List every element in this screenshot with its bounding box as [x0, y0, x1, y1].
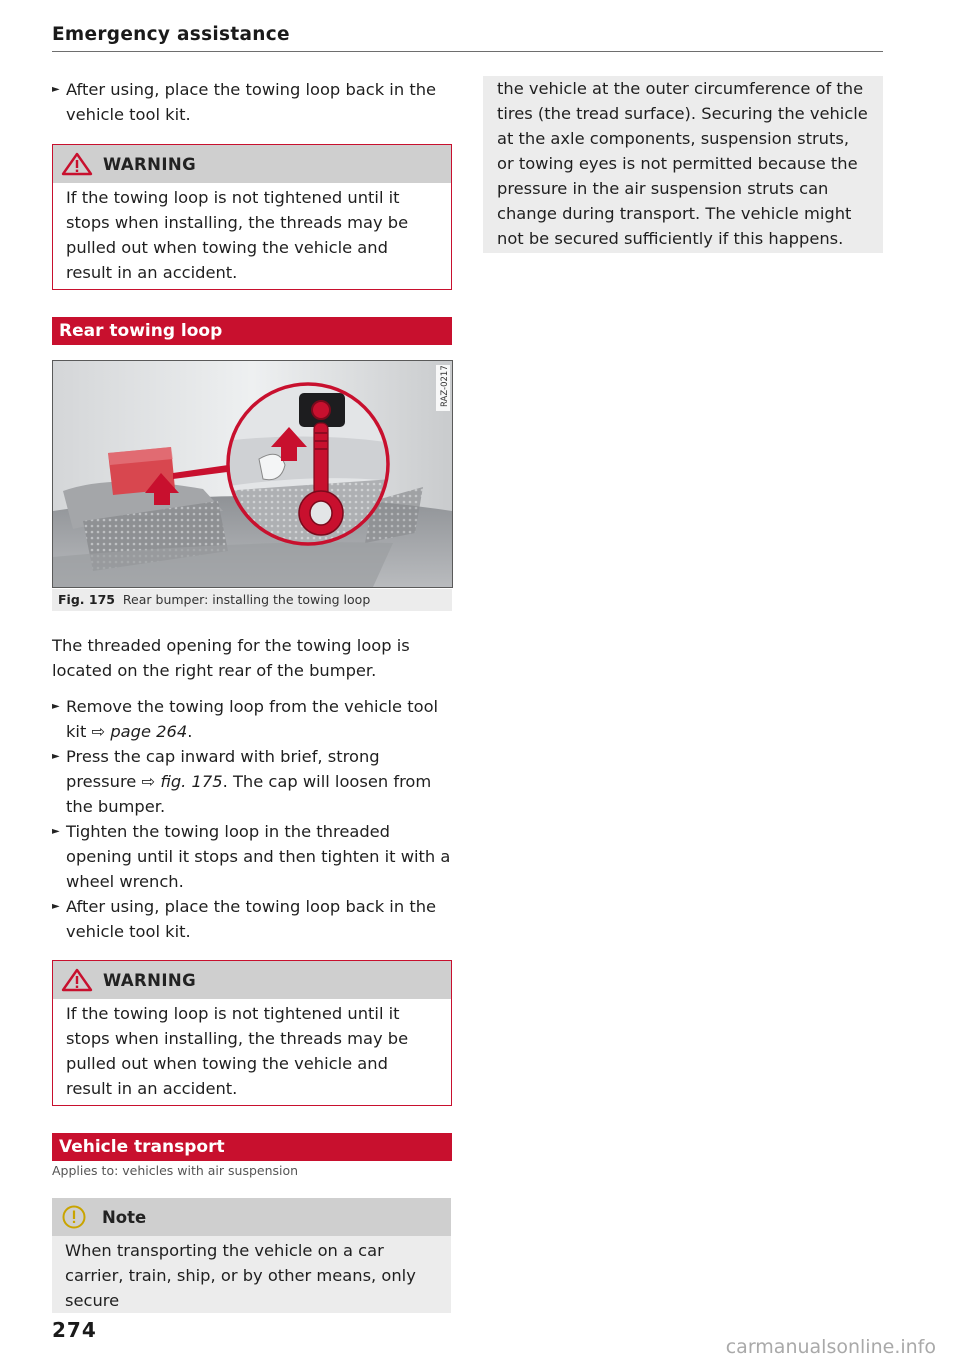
figure-reference-link[interactable]: ⇨ fig. 175	[141, 772, 223, 791]
warning-triangle-icon	[61, 968, 93, 992]
note-box	[52, 1198, 451, 1313]
step-text: After using, place the towing loop back in the vehicle tool kit.	[66, 897, 437, 941]
bullet-arrow-icon: ►	[52, 701, 60, 712]
step-item	[52, 694, 452, 744]
step-text: Remove the towing loop from the vehicle tool kit	[66, 697, 439, 741]
exclamation-circle-icon	[58, 1204, 102, 1230]
step-text-end: . The cap will loosen from the bumper.	[66, 772, 432, 816]
bullet-arrow-icon: ►	[52, 826, 60, 837]
bullet-arrow-icon: ►	[52, 901, 60, 912]
figure-rear-bumper	[52, 360, 453, 588]
note-label: Note	[102, 1207, 147, 1227]
top-bullet	[52, 77, 456, 127]
watermark-text: carmanualsonline.info	[725, 1336, 936, 1358]
warning-box-header	[53, 961, 451, 999]
step-item	[52, 894, 452, 944]
figure-caption-text: Rear bumper: installing the towing loop	[122, 592, 371, 607]
warning-label: WARNING	[103, 154, 197, 174]
warning-body: If the towing loop is not tightened until it stops when installing, the threads may be pulled out when towing the vehicle and result in an accident.	[66, 188, 409, 282]
warning-triangle-icon	[61, 152, 93, 176]
step-text-end: .	[187, 722, 193, 741]
warning-box-1	[52, 144, 452, 290]
step-item	[52, 819, 452, 894]
warning-box-header	[53, 145, 451, 183]
rear-towing-intro: The threaded opening for the towing loop is located on the right rear of the bumper.	[52, 636, 410, 680]
header-divider	[52, 51, 883, 52]
section-heading-rear-towing: Rear towing loop	[52, 317, 452, 345]
rear-bumper-illustration	[53, 361, 452, 587]
figure-caption	[52, 589, 452, 611]
top-bullet-text: After using, place the towing loop back in the vehicle tool kit.	[66, 80, 437, 124]
applies-to-text: Applies to: vehicles with air suspension	[52, 1163, 299, 1178]
figure-number: Fig. 175	[58, 592, 115, 607]
step-text: Press the cap inward with brief, strong pressure	[66, 747, 380, 791]
warning-label: WARNING	[103, 970, 197, 990]
note-box-header	[52, 1198, 451, 1236]
warning-body: If the towing loop is not tightened until it stops when installing, the threads may be pulled out when towing the vehicle and result in an accident.	[66, 1004, 409, 1098]
rear-towing-steps	[52, 694, 452, 944]
page-reference-link[interactable]: ⇨ page 264	[91, 722, 188, 741]
figure-code: RAZ-0217	[440, 365, 450, 407]
page-header-title: Emergency assistance	[52, 24, 290, 45]
bullet-arrow-icon: ►	[52, 84, 60, 95]
section-heading-vehicle-transport: Vehicle transport	[52, 1133, 452, 1161]
step-item	[52, 744, 452, 819]
page-number: 274	[52, 1318, 97, 1342]
step-text: Tighten the towing loop in the threaded opening until it stops and then tighten it with a wheel wrench.	[66, 822, 451, 891]
note-continuation: the vehicle at the outer circumference of the tires (the tread surface). Securing the vehicle at the axle components, suspension struts, or towing eyes is not permitted because the pressure in the air suspension struts can change during transport. The vehicle might not be secured sufficiently if this happens.	[483, 76, 883, 253]
note-body-left: When transporting the vehicle on a car carrier, train, ship, or by other means, only secure	[65, 1241, 416, 1310]
warning-box-2	[52, 960, 452, 1106]
bullet-arrow-icon: ►	[52, 751, 60, 762]
